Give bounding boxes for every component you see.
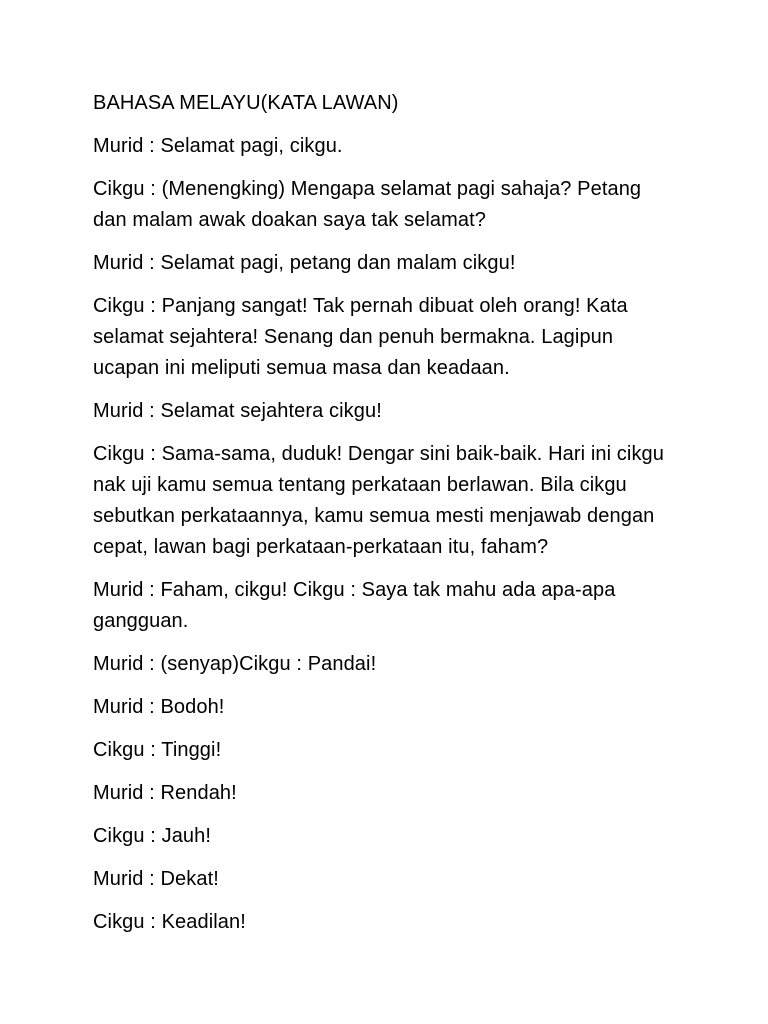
- dialogue-line: Murid : Bodoh!: [93, 696, 225, 718]
- document-title: BAHASA MELAYU(KATA LAWAN): [93, 92, 399, 114]
- dialogue-line: Murid : Rendah!: [93, 782, 237, 804]
- dialogue-line: Murid : Faham, cikgu! Cikgu : Saya tak mahu ada apa-apa gangguan.: [93, 579, 616, 632]
- dialogue-line: Cikgu : Tinggi!: [93, 739, 222, 761]
- dialogue-line: Cikgu : Jauh!: [93, 825, 212, 847]
- dialogue-line: Murid : Selamat pagi, cikgu.: [93, 135, 343, 157]
- dialogue-line: Murid : Selamat pagi, petang dan malam cikgu!: [93, 252, 516, 274]
- dialogue-line: Murid : Selamat sejahtera cikgu!: [93, 400, 382, 422]
- dialogue-line: Cikgu : Panjang sangat! Tak pernah dibuat oleh orang! Kata selamat sejahtera! Senang dan penuh bermakna. Lagipun ucapan ini meliputi semua masa dan keadaan.: [93, 295, 628, 379]
- dialogue-line: Cikgu : Sama-sama, duduk! Dengar sini baik-baik. Hari ini cikgu nak uji kamu semua tentang perkataan berlawan. Bila cikgu sebutkan perkataannya, kamu semua mesti menjawab dengan cepat, lawan bagi perkataan-perkataan itu, faham?: [93, 443, 664, 558]
- dialogue-line: Murid : Dekat!: [93, 868, 219, 890]
- dialogue-line: Cikgu : Keadilan!: [93, 911, 246, 933]
- dialogue-line: Cikgu : (Menengking) Mengapa selamat pagi sahaja? Petang dan malam awak doakan saya tak selamat?: [93, 178, 642, 231]
- dialogue-line: Murid : (senyap)Cikgu : Pandai!: [93, 653, 377, 675]
